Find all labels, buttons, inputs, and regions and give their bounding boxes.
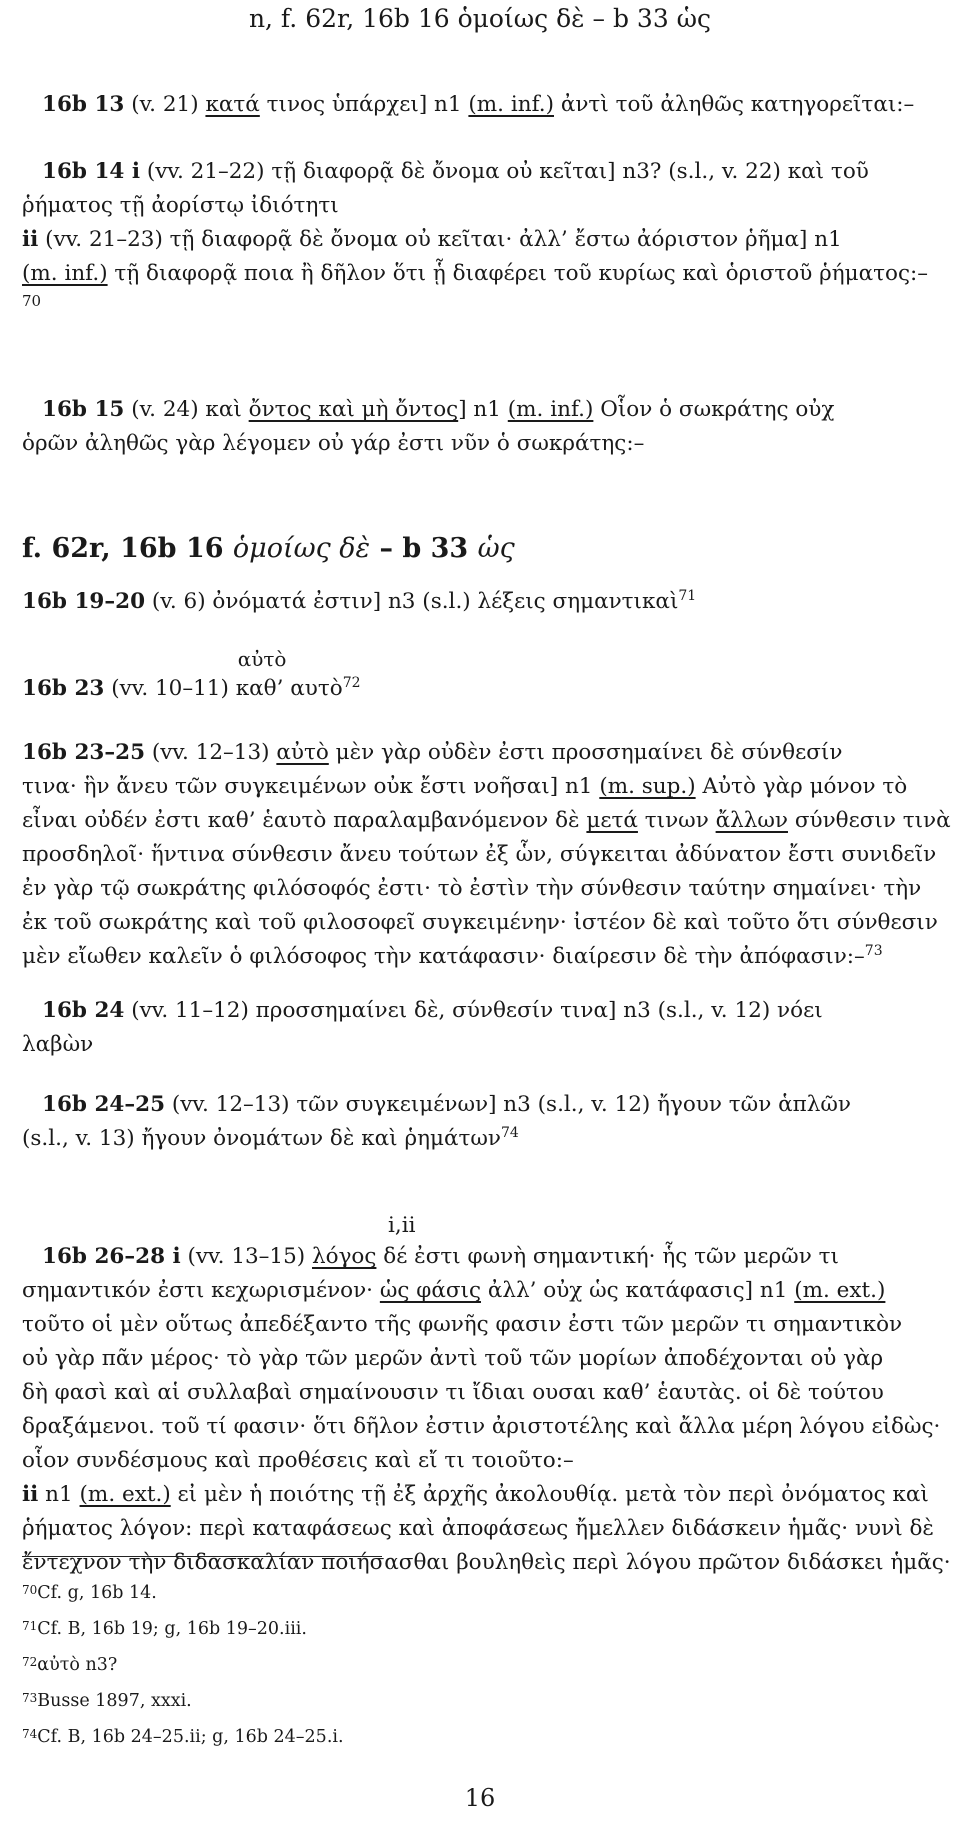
running-head: n, f. 62r, 16b 16 ὁμοίως δὲ – b 33 ὡς: [248, 4, 712, 33]
lemma-reference: 16b 26–28 i: [42, 1244, 181, 1269]
footnote: $^{74}$Cf. B, 16b 24–25.ii; g, 16b 24–25.i.: [22, 1727, 344, 1747]
entry-line: 16b 24–25 (vv. 12–13) τῶν συγκειμένων] n3 (s.l., v. 12) ἤγουν τῶν ἁπλῶν: [42, 1092, 851, 1117]
entry-line: 16b 23 (vv. 10–11) αὐτὸ καθ’ αυτὸ$^{72}$: [22, 672, 938, 706]
footnote-marker: 74: [500, 1125, 519, 1141]
entry-16b23-25: [22, 736, 951, 974]
entry-line: 16b 19–20 (v. 6) ὀνόματά ἐστιν] n3 (s.l.) λέξεις σημαντικαὶ$^{71}$: [22, 588, 697, 614]
entry-line: 16b 23–25 (vv. 12–13) αὐτὸ μὲν γὰρ οὐδὲν ἐστι προσσημαίνει δὲ σύνθεσίν: [22, 740, 843, 765]
entry-16b23: [22, 647, 938, 706]
section-heading: f. 62r, 16b 16 ὁμοίως δὲ – b 33 ὡς: [22, 533, 515, 564]
footnote-marker: 73: [864, 943, 883, 959]
gloss-marker: i,ii: [388, 1213, 416, 1238]
lemma-reference: 16b 13: [42, 92, 125, 117]
entry-line: σημαντικόν ἐστι κεχωρισμένον· ὡς φάσις ἀλλ’ οὐχ ὡς κατάφασις] n1 (m. ext.): [22, 1278, 886, 1303]
entry-line: ῥήματος λόγον: περὶ καταφάσεως καὶ ἀποφάσεως ἤμελλεν διδάσκειν ἡμᾶς· νυνὶ δὲ: [22, 1516, 934, 1541]
entry-line: οἷον συνδέσμους καὶ προθέσεις καὶ εἴ τι τοιοῦτο:–: [22, 1448, 574, 1473]
footnotes: [22, 1575, 344, 1755]
entry-line: τοῦτο οἱ μὲν οὕτως ἀπεδέξαντο τῆς φωνῆς φασιν ἐστι τῶν μερῶν τι σημαντικὸν: [22, 1312, 903, 1337]
entry-16b13: [22, 88, 938, 122]
entry-line: προσδηλοῖ· ἥντινα σύνθεσιν ἄνευ τούτων ἐξ ὧν, σύγκειται ἀδύνατον ἔστι συνιδεῖν: [22, 842, 937, 867]
entry-16b19-20: [22, 585, 938, 619]
lemma-reference: 16b 14 i: [42, 159, 141, 184]
line-number: 70: [22, 292, 42, 310]
entry-line: τινα· ἣν ἄνευ τῶν συγκειμένων οὐκ ἔστι νοῆσαι] n1 (m. sup.) Αὐτὸ γὰρ μόνον τὸ: [22, 774, 908, 799]
entry-line: 16b 15 (v. 24) καὶ ὄντος καὶ μὴ ὄντος] n1 (m. inf.) Οἷον ὁ σωκράτης οὐχ: [42, 397, 835, 422]
footnote: $^{72}$αὐτὸ n3?: [22, 1655, 118, 1675]
footnote-marker: 71: [678, 588, 697, 604]
entry-line: οὐ γὰρ πᾶν μέρος· τὸ γὰρ τῶν μερῶν ἀντὶ τοῦ τῶν μορίων ἀποδέχονται οὐ γὰρ: [22, 1346, 884, 1371]
page-number: 16: [464, 1784, 496, 1812]
entry-line: δὴ φασὶ καὶ αἱ συλλαβαὶ σημαίνουσιν τι ἴδιαι ουσαι καθ’ ἑαυτὰς. οἱ δὲ τούτου: [22, 1380, 884, 1405]
entry-line: δραξάμενοι. τοῦ τί φασιν· ὅτι δῆλον ἐστιν ἀριστοτέλης καὶ ἄλλα μέρη λόγου εἰδὼς·: [22, 1414, 941, 1439]
entry-line: λαβὼν: [22, 1032, 94, 1057]
entry-line: 16b 24 (vv. 11–12) προσσημαίνει δὲ, σύνθεσίν τινα] n3 (s.l., v. 12) νόει: [42, 998, 823, 1023]
entry-line: 16b 14 i (vv. 21–22) τῇ διαφορᾷ δὲ ὄνομα οὐ κεῖται] n3? (s.l., v. 22) καὶ τοῦ: [42, 159, 869, 184]
entry-line: ἐν γὰρ τῷ σωκράτης φιλόσοφός ἐστι· τὸ ἐστὶν τὴν σύνθεσιν ταύτην σημαίνει· τὴν: [22, 876, 922, 901]
entry-line: ἔντεχνον τὴν διδασκαλίαν ποιήσασθαι βουληθεὶς περὶ λόγου πρῶτον διδάσκει ἡμᾶς·: [22, 1550, 951, 1575]
lemma-reference: 16b 23–25: [22, 740, 146, 765]
entry-line: εἶναι οὐδέν ἐστι καθ’ ἑαυτὸ παραλαμβανόμενον δὲ μετά τινων ἄλλων σύνθεσιν τινὰ: [22, 808, 951, 833]
gloss-label: ii: [22, 1482, 39, 1507]
lemma-reference: 16b 15: [42, 397, 125, 422]
footnote: $^{73}$Busse 1897, xxxi.: [22, 1691, 192, 1711]
lemma-reference: 16b 19–20: [22, 589, 146, 614]
entry-16b24-25: [22, 1088, 938, 1156]
lemma-reference: 16b 24: [42, 998, 125, 1023]
entry-line: μὲν εἴωθεν καλεῖν ὁ φιλόσοφος τὴν κατάφασιν· διαίρεσιν δὲ τὴν ἀπόφασιν:–$^{73}$: [22, 943, 883, 969]
entry-line: ὁρῶν ἀληθῶς γὰρ λέγομεν οὐ γάρ ἐστι νῦν ὁ σωκράτης:–: [22, 431, 645, 456]
lemma-reference: 16b 23: [22, 676, 105, 701]
entry-16b26-28: [22, 1212, 951, 1580]
entry-16b14: [22, 155, 938, 311]
footnote-rule: [22, 1556, 382, 1557]
gloss-label: ii: [22, 227, 39, 252]
lemma-reference: 16b 24–25: [42, 1092, 166, 1117]
footnote: $^{71}$Cf. B, 16b 19; g, 16b 19–20.iii.: [22, 1619, 307, 1639]
entry-line: ἐκ τοῦ σωκράτης καὶ τοῦ φιλοσοφεῖ συγκειμένην· ἰστέον δὲ καὶ τοῦτο ὅτι σύνθεσιν: [22, 910, 938, 935]
entry-line: (m. inf.) τῇ διαφορᾷ ποια ἢ δῆλον ὅτι ᾗ διαφέρει τοῦ κυρίως καὶ ὁριστοῦ ῥήματος:–: [22, 261, 929, 286]
interlinear-gloss: αὐτὸ καθ’ αυτὸ: [235, 647, 343, 701]
entry-line: ῥήματος τῇ ἀορίστῳ ἰδιότητι: [22, 193, 339, 218]
entry-line: ii n1 (m. ext.) εἰ μὲν ἡ ποιότης τῇ ἐξ ἀρχῆς ἀκολουθίᾳ. μετὰ τὸν περὶ ὀνόματος καὶ: [22, 1482, 929, 1507]
entry-line: 16b 13 (v. 21) κατά τινος ὑπάρχει] n1 (m. inf.) ἀντὶ τοῦ ἀληθῶς κατηγορεῖται:–: [42, 92, 915, 117]
entry-line: (s.l., v. 13) ἤγουν ὀνομάτων δὲ καὶ ῥημάτων$^{74}$: [22, 1125, 519, 1151]
footnote-marker: 72: [342, 675, 361, 691]
entry-line: 16b 26–28 i (vv. 13–15) λόγος δέ ἐστι φωνὴ σημαντική· ἧς τῶν μερῶν τι: [42, 1244, 839, 1269]
entry-line: ii (vv. 21–23) τῇ διαφορᾷ δὲ ὄνομα οὐ κεῖται· ἀλλ’ ἔστω ἀόριστον ῥῆμα] n1: [22, 227, 842, 252]
footnote: $^{70}$Cf. g, 16b 14.: [22, 1583, 157, 1603]
entry-16b24: [22, 994, 938, 1062]
entry-16b15: [22, 393, 938, 461]
